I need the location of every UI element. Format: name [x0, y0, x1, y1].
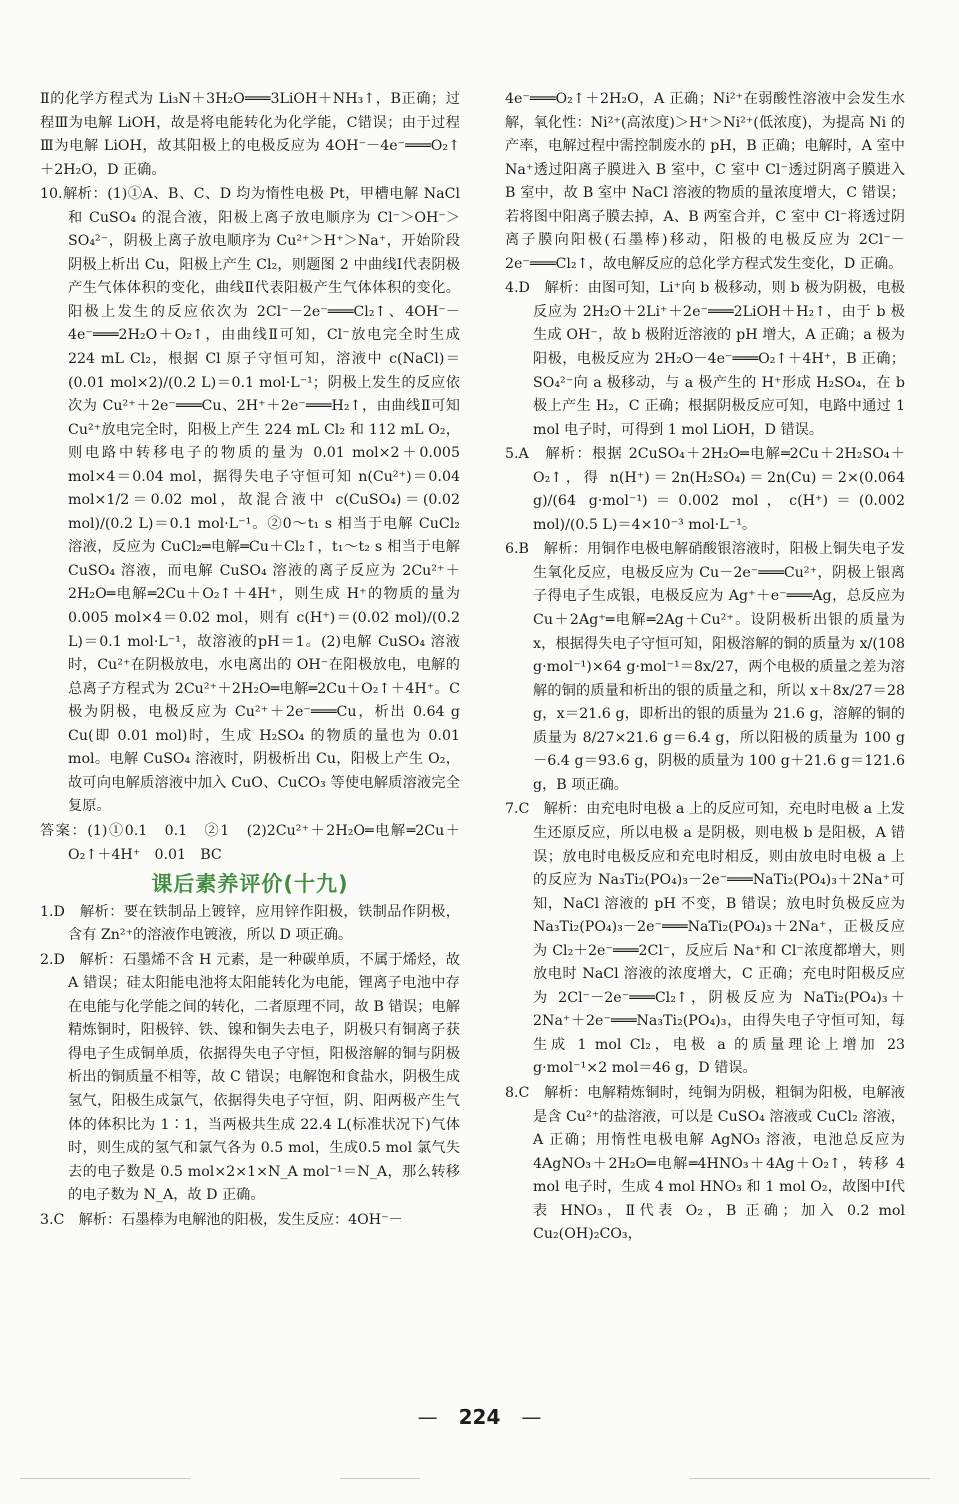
answer-10-final: 答案：(1)①0.1 0.1 ②1 (2)2Cu²⁺＋2H₂O═电解═2Cu＋O₂↑＋4H⁺ 0.01 BC: [40, 822, 460, 863]
footer-rule-center: [340, 1478, 420, 1479]
paragraph-continued: Ⅱ的化学方程式为 Li₃N＋3H₂O═══3LiOH＋NH₃↑，B正确；过程Ⅲ为电解 LiOH，故是将电能转化为化学能，C错误；由于过程Ⅲ为电解 LiOH，故其阳极上的电极反应为 4OH⁻－4e⁻═══O₂↑＋2H₂O，D 正确。: [40, 91, 460, 178]
left-column: [40, 88, 460, 1232]
right-column: [505, 88, 905, 1247]
answer-item-6: 6.B 解析：用铜作电极电解硝酸银溶液时，阳极上铜失电子发生氧化反应，电极反应为 Cu－2e⁻═══Cu²⁺，阴极上银离子得电子生成银，电极反应为 Ag⁺＋e⁻═══Ag，总反应为 Cu＋2Ag⁺═电解═2Ag＋Cu²⁺。设阴极析出银的质量为 x，根据得失电子守恒可知，阳极溶解的铜的质量为 x/(108 g·mol⁻¹)×64 g·mol⁻¹＝8x/27，两个电极的质量之差为溶解的铜的质量和析出的银的质量之和，所以 x＋8x/27＝28 g，x＝21.6 g，即析出的银的质量为 21.6 g，溶解的铜的质量为 8/27×21.6 g＝6.4 g，所以阳极的质量为 100 g－6.4 g＝93.6 g，阴极的质量为 100 g＋21.6 g＝121.6 g，B 项正确。: [505, 541, 905, 793]
answer-item-2: 2.D 解析：石墨烯不含 H 元素，是一种碳单质，不属于烯烃，故 A 错误；硅太阳能电池将太阳能转化为电能，锂离子电池中存在电能与化学能之间的转化，二者原理不同，故 B 错误；电解精炼铜时，阳极锌、铁、镍和铜失去电子，阴极只有铜离子获得电子生成铜单质，依据得失电子守恒，阳极溶解的铜与阴极析出的铜质量不相等，故 C 错误；电解饱和食盐水，阴极生成氢气，阳极生成氯气，依据得失电子守恒，阴、阳两极产生气体的体积比为 1∶1，当两极共生成 22.4 L(标准状况下)气体时，则生成的氢气和氯气各为 0.5 mol，生成0.5 mol 氯气失去的电子数是 0.5 mol×2×1×N_A mol⁻¹＝N_A，那么转移的电子数为 N_A，故 D 正确。: [40, 951, 460, 1204]
footer-rule-left: [20, 1478, 190, 1479]
page-dash-left: —: [417, 1405, 438, 1429]
section-title: 课后素养评价(十九): [151, 872, 349, 897]
answer-item-8: 8.C 解析：电解精炼铜时，纯铜为阴极，粗铜为阳极，电解液是含 Cu²⁺的盐溶液，可以是 CuSO₄ 溶液或 CuCl₂ 溶液，A 正确；用惰性电极电解 AgNO₃ 溶液，电池总反应为 4AgNO₃＋2H₂O═电解═4HNO₃＋4Ag＋O₂↑，转移 4 mol 电子时，生成 4 mol HNO₃ 和 1 mol O₂，故图中Ⅰ代表 HNO₃，Ⅱ代表 O₂，B 正确；加入 0.2 mol Cu₂(OH)₂CO₃，: [505, 1084, 905, 1243]
page-dash-right: —: [521, 1405, 542, 1429]
page-number: [0, 1405, 959, 1429]
answer-item-1: 1.D 解析：要在铁制品上镀锌，应用锌作阳极，铁制品作阴极，含有 Zn²⁺的溶液作电镀液，所以 D 项正确。: [40, 903, 460, 944]
page-number-value: 224: [458, 1405, 501, 1429]
footer-rule-right: [690, 1478, 930, 1479]
answer-10-explanation: 10.解析：(1)①A、B、C、D 均为惰性电极 Pt，甲槽电解 NaCl 和 CuSO₄ 的混合液，阳极上离子放电顺序为 Cl⁻＞OH⁻＞SO₄²⁻，阴极上离子放电顺序为 Cu²⁺＞H⁺＞Na⁺，开始阶段阴极上析出 Cu，阳极上产生 Cl₂，则题图 2 中曲线Ⅰ代表阴极产生气体体积的变化，曲线Ⅱ代表阳极产生气体体积的变化。阳极上发生的反应依次为 2Cl⁻－2e⁻═══Cl₂↑、4OH⁻－4e⁻═══2H₂O＋O₂↑，由曲线Ⅱ可知，Cl⁻放电完全时生成 224 mL Cl₂，根据 Cl 原子守恒可知，溶液中 c(NaCl)＝(0.01 mol×2)/(0.2 L)＝0.1 mol·L⁻¹；阴极上发生的反应依次为 Cu²⁺＋2e⁻═══Cu、2H⁺＋2e⁻═══H₂↑，由曲线Ⅱ可知 Cu²⁺放电完全时，阳极上产生 224 mL Cl₂ 和 112 mL O₂，则电路中转移电子的物质的量为 0.01 mol×2＋0.005 mol×4＝0.04 mol，据得失电子守恒可知 n(Cu²⁺)＝0.04 mol×1/2＝0.02 mol，故混合液中 c(CuSO₄)＝(0.02 mol)/(0.2 L)＝0.1 mol·L⁻¹。②0～t₁ s 相当于电解 CuCl₂ 溶液，反应为 CuCl₂═电解═Cu＋Cl₂↑，t₁～t₂ s 相当于电解 CuSO₄ 溶液，而电解 CuSO₄ 溶液的离子反应为 2Cu²⁺＋2H₂O═电解═2Cu＋O₂↑＋4H⁺，则生成 H⁺的物质的量为 0.005 mol×4＝0.02 mol，则有 c(H⁺)＝(0.02 mol)/(0.2 L)＝0.1 mol·L⁻¹，故溶液的pH＝1。(2)电解 CuSO₄ 溶液时，Cu²⁺在阴极放电，水电离出的 OH⁻在阳极放电，电解的总离子方程式为 2Cu²⁺＋2H₂O═电解═2Cu＋O₂↑＋4H⁺。C 极为阴极，电极反应为 Cu²⁺＋2e⁻═══Cu，析出 0.64 g Cu(即 0.01 mol)时，生成 H₂SO₄ 的物质的量也为 0.01 mol。电解 CuSO₄ 溶液时，阴极析出 Cu，阳极上产生 O₂，故可向电解质溶液中加入 CuO、CuCO₃ 等使电解质溶液完全复原。: [40, 186, 460, 815]
answer-item-3: 3.C 解析：石墨棒为电解池的阳极，发生反应：4OH⁻－: [40, 1211, 403, 1228]
answer-item-7: 7.C 解析：由充电时电极 a 上的反应可知，充电时电极 a 上发生还原反应，所以电极 a 是阴极，则电极 b 是阳极，A 错误；放电时电极反应和充电时相反，则由放电时电极 a 上的反应为 Na₃Ti₂(PO₄)₃－2e⁻═══NaTi₂(PO₄)₃＋2Na⁺可知，NaCl 溶液的 pH 不变，B 错误；放电时负极反应为 Na₃Ti₂(PO₄)₃－2e⁻═══NaTi₂(PO₄)₃＋2Na⁺，正极反应为 Cl₂＋2e⁻═══2Cl⁻，反应后 Na⁺和 Cl⁻浓度都增大，则放电时 NaCl 溶液的浓度增大，C 正确；充电时阳极反应为 2Cl⁻－2e⁻═══Cl₂↑，阴极反应为 NaTi₂(PO₄)₃＋2Na⁺＋2e⁻═══Na₃Ti₂(PO₄)₃，由得失电子守恒可知，每生成 1 mol Cl₂，电极 a 的质量理论上增加 23 g·mol⁻¹×2 mol＝46 g，D 错误。: [505, 801, 905, 1077]
answer-item-3-continued: 4e⁻═══O₂↑＋2H₂O，A 正确；Ni²⁺在弱酸性溶液中会发生水解，氧化性：Ni²⁺(高浓度)＞H⁺＞Ni²⁺(低浓度)，为提高 Ni 的产率，电解过程中需控制废水的 pH，B 正确；电解时，A 室中 Na⁺透过阳离子膜进入 B 室中，C 室中 Cl⁻透过阴离子膜进入 B 室中，故 B 室中 NaCl 溶液的物质的量浓度增大，C 错误；若将图中阳离子膜去掉，A、B 两室合并，C 室中 Cl⁻将透过阴离子膜向阳极(石墨棒)移动，阳极的电极反应为 2Cl⁻－2e⁻═══Cl₂↑，故电解反应的总化学方程式发生变化，D 正确。: [505, 91, 905, 272]
answer-item-5: 5.A 解析：根据 2CuSO₄＋2H₂O═电解═2Cu＋2H₂SO₄＋O₂↑，得 n(H⁺)＝2n(H₂SO₄)＝2n(Cu)＝2×(0.064 g)/(64 g·mol⁻¹)＝0.002 mol，c(H⁺)＝(0.002 mol)/(0.5 L)＝4×10⁻³ mol·L⁻¹。: [505, 446, 905, 533]
answer-item-4: 4.D 解析：由图可知，Li⁺向 b 极移动，则 b 极为阴极，电极反应为 2H₂O＋2Li⁺＋2e⁻═══2LiOH＋H₂↑，由于 b 极生成 OH⁻，故 b 极附近溶液的 pH 增大，A 正确；a 极为阳极，电极反应为 2H₂O－4e⁻═══O₂↑＋4H⁺，B 正确；SO₄²⁻向 a 极移动，与 a 极产生的 H⁺形成 H₂SO₄，在 b 极上产生 H₂，C 正确；根据阴极反应可知，电路中通过 1 mol 电子时，可得到 1 mol LiOH，D 错误。: [505, 280, 905, 438]
